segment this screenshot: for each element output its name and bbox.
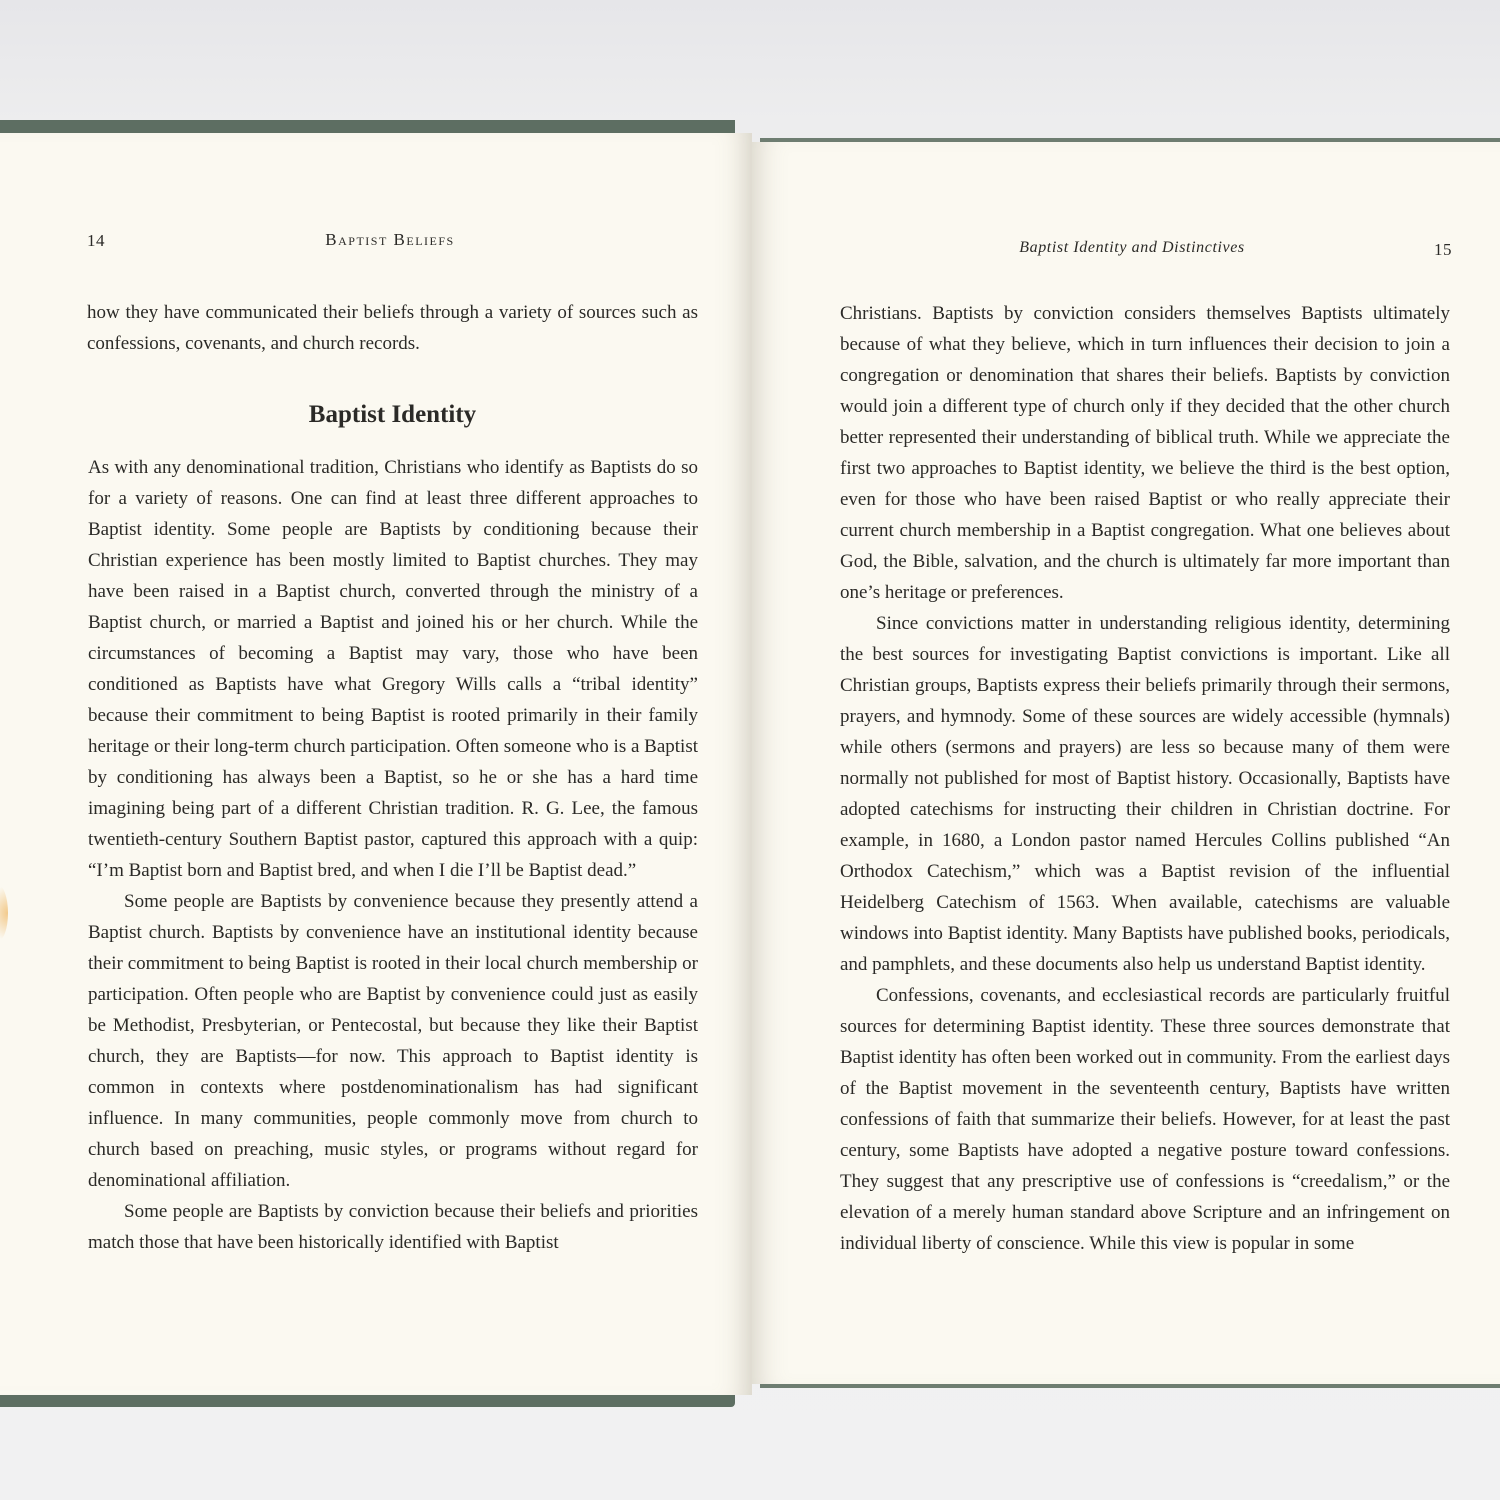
page-number-left: 14 xyxy=(87,231,105,250)
intro-text: how they have communicated their beliefs through a variety of sources such as confessions, covenants, and church records. xyxy=(87,302,698,354)
running-head-right: Baptist Identity and Distinctives xyxy=(1019,239,1245,256)
paragraph: Some people are Baptists by conviction because their beliefs and priorities match those that have been historically identified with Baptist xyxy=(88,1201,698,1253)
right-body-text xyxy=(840,298,1450,1259)
section-heading: Baptist Identity xyxy=(308,401,477,428)
intro-paragraph xyxy=(87,297,698,359)
right-page xyxy=(752,142,1500,1384)
running-head-left: Baptist Beliefs xyxy=(325,230,455,249)
paragraph: As with any denominational tradition, Christians who identify as Baptists do so for a variety of reasons. One can find at least three different approaches to Baptist identity. Some people are Baptists by conditioning because their Christian experience has been mostly limited to Baptist churches. They may have been raised in a Baptist church, converted through the ministry of a Baptist church, or married a Baptist and joined his or her church. While the circumstances of becoming a Baptist may vary, those who have been conditioned as Baptists have what Gregory Wills calls a “tribal identity” because their commitment to being Baptist is rooted primarily in their family heritage or their long-term church participation. Often someone who is a Baptist by conditioning has always been a Baptist, so he or she has a hard time imagining being part of a different Christian tradition. R. G. Lee, the famous twentieth-century Southern Baptist pastor, captured this approach with a quip: “I’m Baptist born and Baptist bred, and when I die I’ll be Baptist dead.” xyxy=(88,457,698,881)
left-body-text xyxy=(88,452,698,1258)
paragraph: Christians. Baptists by conviction considers themselves Baptists ultimately because of what they believe, which in turn influences their decision to join a congregation or denomination that shares their beliefs. Baptists by conviction would join a different type of church only if they decided that the other church better represented their understanding of biblical truth. While we appreciate the first two approaches to Baptist identity, we believe the third is the best option, even for those who have been raised Baptist or who really appreciate their current church membership in a Baptist congregation. What one believes about God, the Bible, salvation, and the church is ultimately far more important than one’s heritage or preferences. xyxy=(840,303,1450,603)
left-page xyxy=(0,133,752,1395)
paragraph: Confessions, covenants, and ecclesiastical records are particularly fruitful sources for determining Baptist identity. These three sources demonstrate that Baptist identity has often been worked out in community. From the earliest days of the Baptist movement in the seventeenth century, Baptists have written confessions of faith that summarize their beliefs. However, for at least the past century, some Baptists have adopted a negative posture toward confessions. They suggest that any prescriptive use of confessions is “creedalism,” or the elevation of a merely human standard above Scripture and an infringement on individual liberty of conscience. While this view is popular in some xyxy=(840,985,1450,1254)
paragraph: Some people are Baptists by convenience because they presently attend a Baptist church. Baptists by convenience have an institutional identity because their commitment to being Baptist is rooted in their local church membership or participation. Often people who are Baptist by convenience could just as easily be Methodist, Presbyterian, or Pentecostal, but because they like their Baptist church, they are Baptists—for now. This approach to Baptist identity is common in contexts where postdenominationalism has had significant influence. In many communities, people commonly move from church to church based on preaching, music styles, or programs without regard for denominational affiliation. xyxy=(88,891,698,1191)
page-number-right: 15 xyxy=(1434,240,1452,259)
page-edge-highlight xyxy=(0,885,8,941)
paragraph: Since convictions matter in understanding religious identity, determining the best sources for investigating Baptist convictions is important. Like all Christian groups, Baptists express their beliefs primarily through their sermons, prayers, and hymnody. Some of these sources are widely accessible (hymnals) while others (sermons and prayers) are less so because many of them were normally not published for most of Baptist history. Occasionally, Baptists have adopted catechisms for instructing their children in Christian doctrine. For example, in 1680, a London pastor named Hercules Collins published “An Orthodox Catechism,” which was a Baptist revision of the influential Heidelberg Catechism of 1563. When available, catechisms are valuable windows into Baptist identity. Many Baptists have published books, periodicals, and pamphlets, and these documents also help us understand Baptist identity. xyxy=(840,613,1450,975)
